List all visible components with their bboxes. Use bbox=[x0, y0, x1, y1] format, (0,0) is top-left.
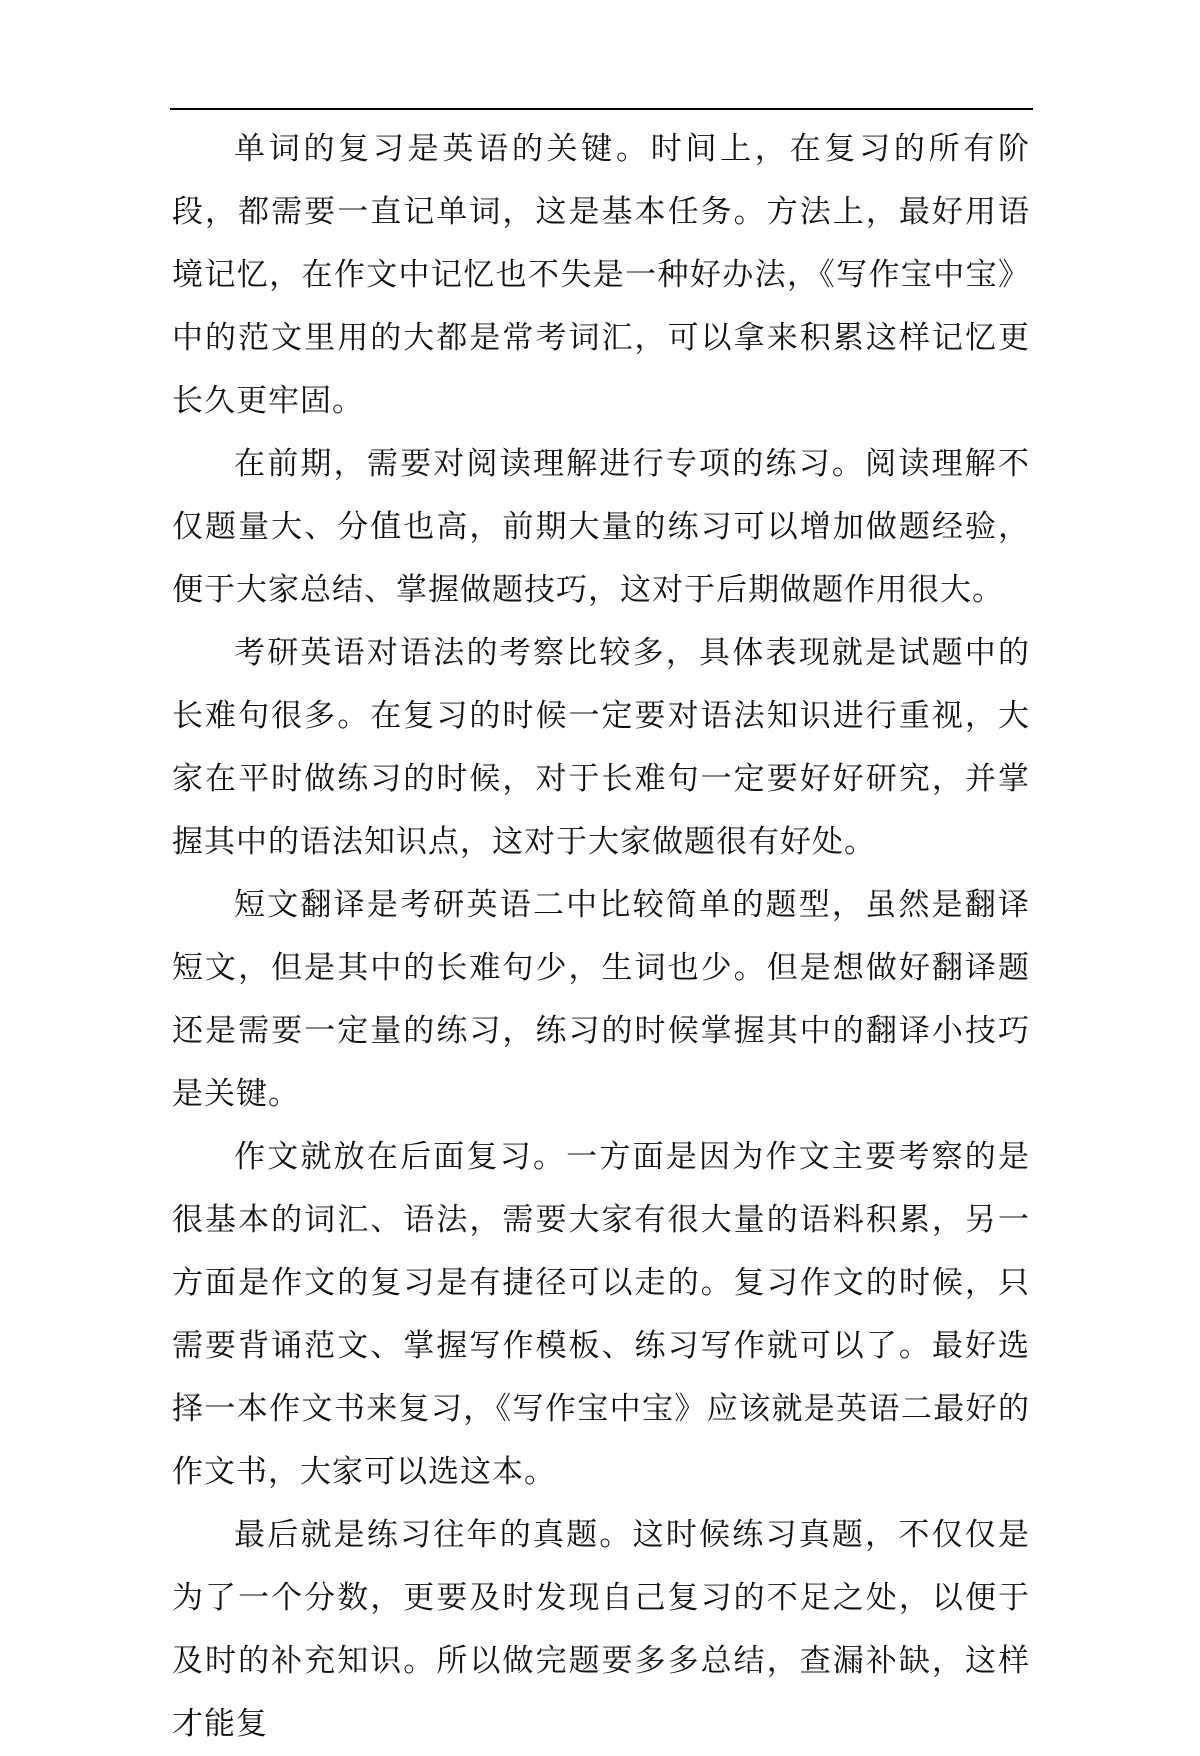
paragraph-reading: 在前期，需要对阅读理解进行专项的练习。阅读理解不仅题量大、分值也高，前期大量的练习可以增加做题经验，便于大家总结、掌握做题技巧，这对于后期做题作用很大。 bbox=[172, 446, 1030, 608]
paragraph-translation: 短文翻译是考研英语二中比较简单的题型，虽然是翻译短文，但是其中的长难句少，生词也少。但是想做好翻译题还是需要一定量的练习，练习的时候掌握其中的翻译小技巧是关键。 bbox=[172, 887, 1030, 1112]
paragraph-writing: 作文就放在后面复习。一方面是因为作文主要考察的是很基本的词汇、语法，需要大家有很大量的语料积累，另一方面是作文的复习是有捷径可以走的。复习作文的时候，只需要背诵范文、掌握写作模板、练习写作就可以了。最好选择一本作文书来复习，《写作宝中宝》应该就是英语二最好的作文书，大家可以选这本。 bbox=[172, 1139, 1030, 1490]
body-text bbox=[172, 118, 1030, 1756]
paragraph-past-exams: 最后就是练习往年的真题。这时候练习真题，不仅仅是为了一个分数，更要及时发现自己复习的不足之处，以便于及时的补充知识。所以做完题要多多总结，查漏补缺，这样才能复 bbox=[172, 1517, 1030, 1742]
header-rule bbox=[170, 108, 1033, 110]
paragraph-vocabulary: 单词的复习是英语的关键。时间上，在复习的所有阶段，都需要一直记单词，这是基本任务。方法上，最好用语境记忆，在作文中记忆也不失是一种好办法，《写作宝中宝》中的范文里用的大都是常考词汇，可以拿来积累这样记忆更长久更牢固。 bbox=[172, 131, 1030, 419]
paragraph-grammar: 考研英语对语法的考察比较多，具体表现就是试题中的长难句很多。在复习的时候一定要对语法知识进行重视，大家在平时做练习的时候，对于长难句一定要好好研究，并掌握其中的语法知识点，这对于大家做题很有好处。 bbox=[172, 635, 1030, 860]
